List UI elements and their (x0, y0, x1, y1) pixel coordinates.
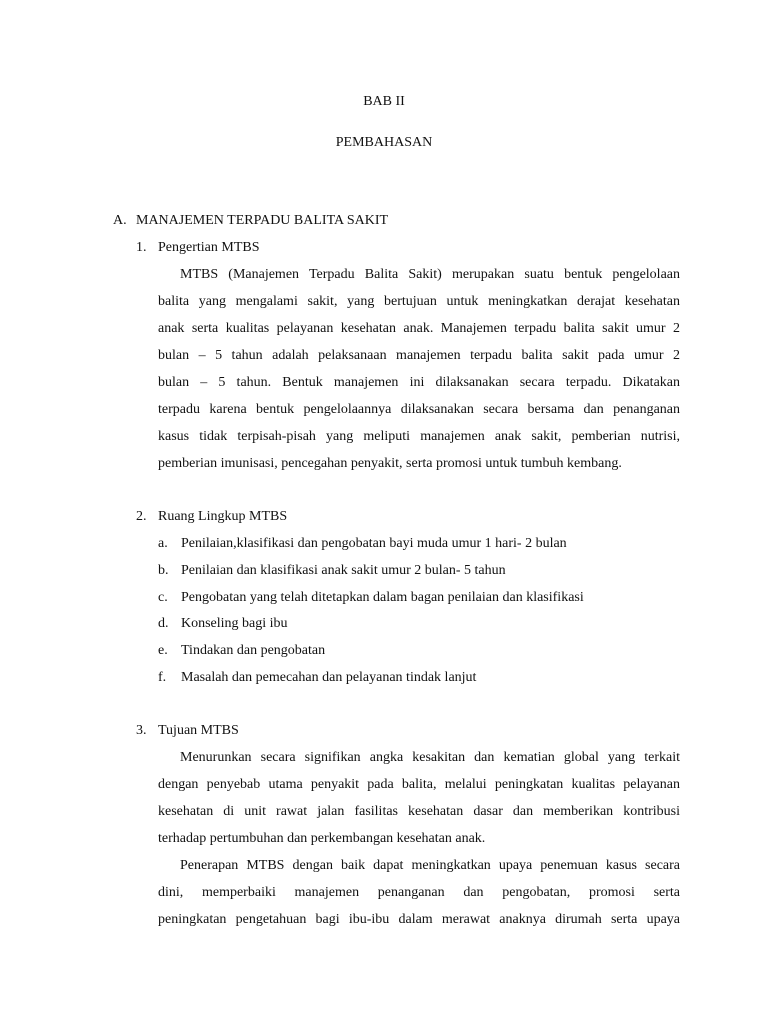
paragraph-line: Penerapan MTBS dengan baik dapat meningkatkan upaya penemuan kasus secara (180, 858, 680, 873)
paragraph-line: kasus tidak terpisah-pisah yang meliputi manajemen anak sakit, pemberian nutrisi, (158, 429, 680, 444)
paragraph-line: bulan – 5 tahun adalah pelaksanaan manajemen terpadu balita sakit pada umur 2 (158, 348, 680, 363)
paragraph-line: kesehatan di unit rawat jalan fasilitas kesehatan dasar dan memberikan kontribusi (158, 804, 680, 819)
list-item-marker: e. (158, 643, 168, 658)
paragraph-line: MTBS (Manajemen Terpadu Balita Sakit) merupakan suatu bentuk pengelolaan (180, 267, 680, 282)
section-a-title: MANAJEMEN TERPADU BALITA SAKIT (136, 213, 389, 228)
subsection-1-marker: 1. (136, 240, 147, 255)
list-item: Tindakan dan pengobatan (181, 643, 326, 658)
list-item-marker: c. (158, 590, 168, 605)
list-item: Konseling bagi ibu (181, 616, 288, 631)
paragraph-line: anak serta kualitas pelayanan kesehatan anak. Manajemen terpadu balita sakit umur 2 (158, 321, 680, 336)
paragraph-line: dini, memperbaiki manajemen penanganan dan pengobatan, promosi serta (158, 885, 680, 900)
paragraph-line: Menurunkan secara signifikan angka kesakitan dan kematian global yang terkait (180, 750, 680, 765)
subsection-3-marker: 3. (136, 723, 147, 738)
list-item-marker: b. (158, 563, 169, 578)
paragraph-line: peningkatan pengetahuan bagi ibu-ibu dalam merawat anaknya dirumah serta upaya (158, 912, 680, 927)
paragraph-line: terpadu karena bentuk pengelolaannya dilaksanakan secara bersama dan penanganan (158, 402, 680, 417)
list-item-marker: a. (158, 536, 168, 551)
subsection-1-title: Pengertian MTBS (158, 240, 260, 255)
paragraph-line: terhadap pertumbuhan dan perkembangan kesehatan anak. (158, 831, 486, 846)
list-item: Penilaian dan klasifikasi anak sakit umur 2 bulan- 5 tahun (181, 563, 506, 578)
subsection-3-title: Tujuan MTBS (158, 723, 239, 738)
list-item-marker: d. (158, 616, 169, 631)
list-item: Pengobatan yang telah ditetapkan dalam bagan penilaian dan klasifikasi (181, 590, 584, 605)
chapter-title: PEMBAHASAN (335, 135, 433, 150)
chapter-number: BAB II (363, 94, 405, 109)
paragraph-line: balita yang mengalami sakit, yang bertujuan untuk meningkatkan derajat kesehatan (158, 294, 680, 309)
paragraph-line: pemberian imunisasi, pencegahan penyakit, serta promosi untuk tumbuh kembang. (158, 456, 622, 471)
subsection-2-title: Ruang Lingkup MTBS (158, 509, 288, 524)
paragraph-line: dengan penyebab utama penyakit pada balita, melalui peningkatan kualitas pelayanan (158, 777, 680, 792)
subsection-2-marker: 2. (136, 509, 147, 524)
paragraph-line: bulan – 5 tahun. Bentuk manajemen ini dilaksanakan secara terpadu. Dikatakan (158, 375, 680, 390)
list-item: Penilaian,klasifikasi dan pengobatan bayi muda umur 1 hari- 2 bulan (181, 536, 567, 551)
section-a-marker: A. (113, 213, 127, 228)
list-item: Masalah dan pemecahan dan pelayanan tindak lanjut (181, 670, 477, 685)
list-item-marker: f. (158, 670, 167, 685)
